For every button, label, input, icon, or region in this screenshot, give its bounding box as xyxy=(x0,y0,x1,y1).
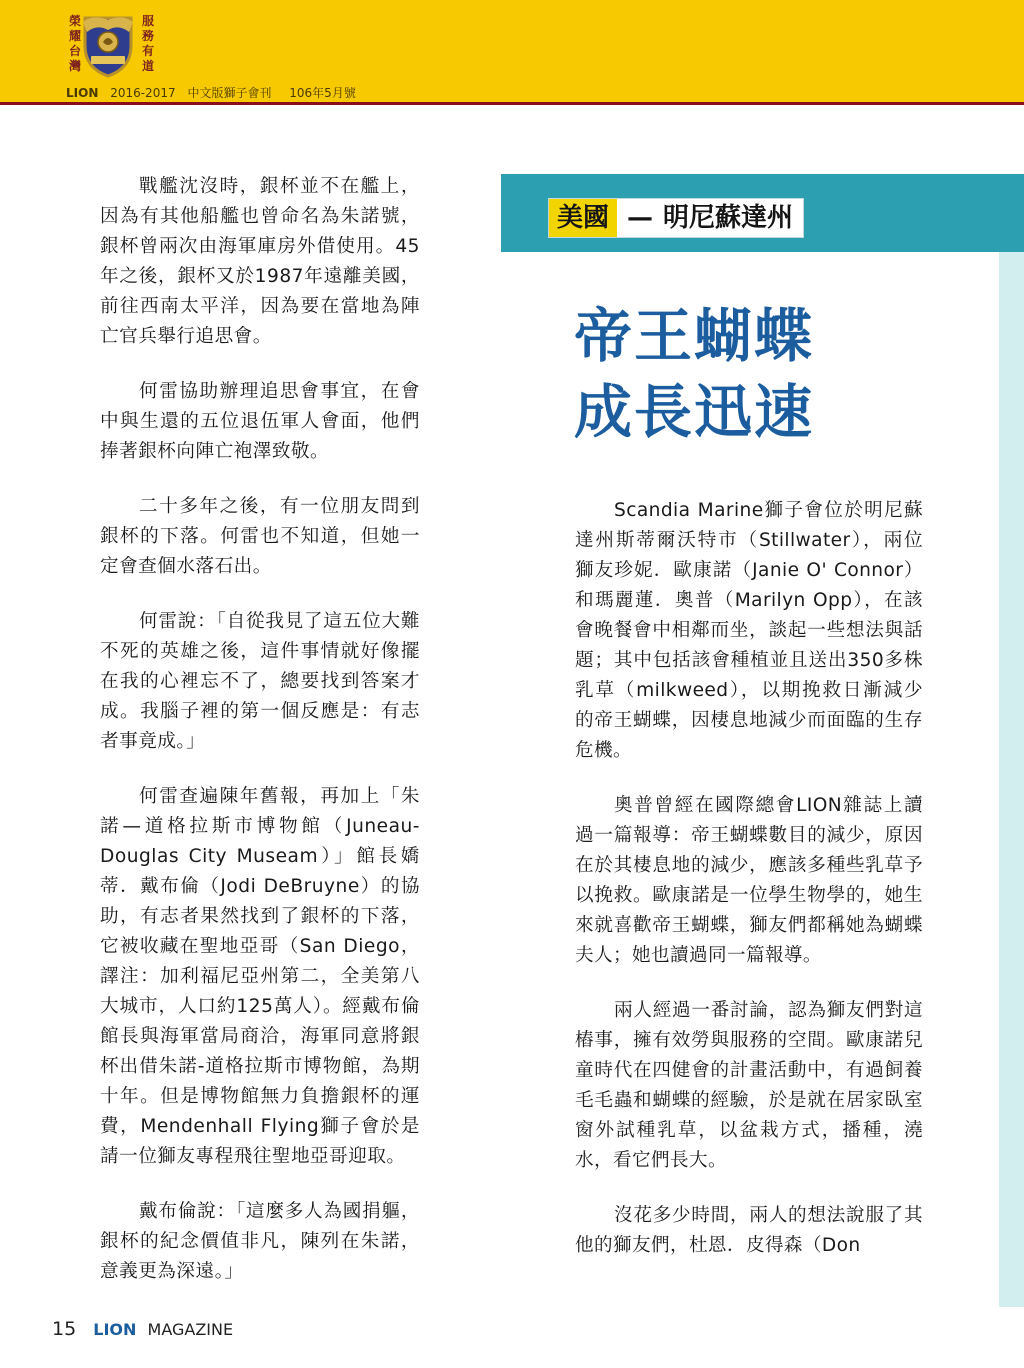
header-year-span: 2016-2017 xyxy=(110,86,176,100)
article-paragraph: 戰艦沈沒時，銀杯並不在艦上，因為有其他船艦也曾命名為朱諾號，銀杯曾兩次由海軍庫房外借使用。45年之後，銀杯又於1987年遠離美國，前往西南太平洋，因為要在當地為陣亡官兵舉行追思會。 xyxy=(100,176,420,347)
motto-char: 有 xyxy=(141,44,154,58)
location-tag xyxy=(548,198,804,238)
tag-state: 明尼蘇達州 xyxy=(663,203,794,233)
headline-line: 成長迅速 xyxy=(574,378,815,446)
motto-char: 榮 xyxy=(68,14,81,28)
footer-brand: LION xyxy=(93,1320,137,1339)
header-meta xyxy=(66,84,356,101)
feature-paragraph: 奧普曾經在國際總會LION雜誌上讀過一篇報導：帝王蝴蝶數目的減少，原因在於其棲息地的減少，應該多種些乳草予以挽救。歐康諾是一位學生物學的，她生來就喜歡帝王蝴蝶，獅友們都稱她為蝴蝶夫人；她也讀過同一篇報導。 xyxy=(575,795,923,966)
motto-char: 務 xyxy=(141,29,154,43)
motto-char: 灣 xyxy=(68,59,81,73)
article-paragraph: 何雷說：「自從我見了這五位大難不死的英雄之後，這件事情就好像擺在我的心裡忘不了，總要找到答案才成。我腦子裡的第一個反應是：有志者事竟成。」 xyxy=(100,611,420,752)
feature-paragraph: 兩人經過一番討論，認為獅友們對這樁事，擁有效勞與服務的空間。歐康諾兒童時代在四健會的計畫活動中，有過飼養毛毛蟲和蝴蝶的經驗，於是就在居家臥室窗外試種乳草，以盆栽方式，播種，澆水，看它們長大。 xyxy=(575,1000,923,1171)
headline-line: 帝王蝴蝶 xyxy=(574,302,815,370)
page-footer xyxy=(52,1318,233,1340)
left-article-column xyxy=(100,172,420,1312)
motto-char: 服 xyxy=(141,14,154,28)
feature-paragraph: 沒花多少時間，兩人的想法說服了其他的獅友們，杜恩．皮得森（Don xyxy=(575,1205,923,1256)
page-number: 15 xyxy=(52,1318,77,1340)
feature-paragraph: Scandia Marine獅子會位於明尼蘇達州斯蒂爾沃特市（Stillwater），兩位獅友珍妮．歐康諾（Janie O' Connor）和瑪麗蓮．奧普（Marilyn Opp），在該會晚餐會中相鄰而坐，談起一些想法與話題；其中包括該會種植並且送出350多株乳草（milkweed），以期挽救日漸減少的帝王蝴蝶，因棲息地減少而面臨的生存危機。 xyxy=(575,500,923,761)
article-paragraph: 何雷查遍陳年舊報，再加上「朱諾—道格拉斯市博物館（Juneau-Douglas City Museam）」館長嬌蒂．戴布倫（Jodi DeBruyne）的協助，有志者果然找到了銀杯的下落，它被收藏在聖地亞哥（San Diego，譯注：加利福尼亞州第二，全美第八大城市，人口約125萬人）。經戴布倫館長與海軍當局商洽，海軍同意將銀杯出借朱諾-道格拉斯市博物館，為期十年。但是博物館無力負擔銀杯的運費，Mendenhall Flying獅子會於是請一位獅友專程飛往聖地亞哥迎取。 xyxy=(100,786,420,1167)
header-rule xyxy=(0,102,1024,105)
header-issue: 106年5月號 xyxy=(289,86,356,100)
motto-char: 耀 xyxy=(68,29,81,43)
footer-magazine: MAGAZINE xyxy=(147,1320,234,1339)
feature-headline xyxy=(574,298,994,450)
tag-country: 美國 xyxy=(549,199,617,237)
emblem-motto-right xyxy=(139,14,157,74)
lions-shield-logo-icon xyxy=(79,12,137,78)
header-publication: 中文版獅子會刊 xyxy=(187,86,272,100)
motto-char: 道 xyxy=(141,59,154,73)
article-paragraph: 戴布倫說：「這麼多人為國捐軀，銀杯的紀念價值非凡，陳列在朱諾，意義更為深遠。」 xyxy=(100,1201,420,1282)
article-paragraph: 二十多年之後，有一位朋友問到銀杯的下落。何雷也不知道，但她一定會查個水落石出。 xyxy=(100,496,420,577)
motto-char: 台 xyxy=(68,44,81,58)
feature-article-column xyxy=(575,496,923,1286)
article-paragraph: 何雷協助辦理追思會事宜，在會中與生還的五位退伍軍人會面，他們捧著銀杯向陣亡袍澤致敬。 xyxy=(100,381,420,462)
header-brand: LION xyxy=(66,86,99,100)
tag-dash: — xyxy=(627,203,654,233)
